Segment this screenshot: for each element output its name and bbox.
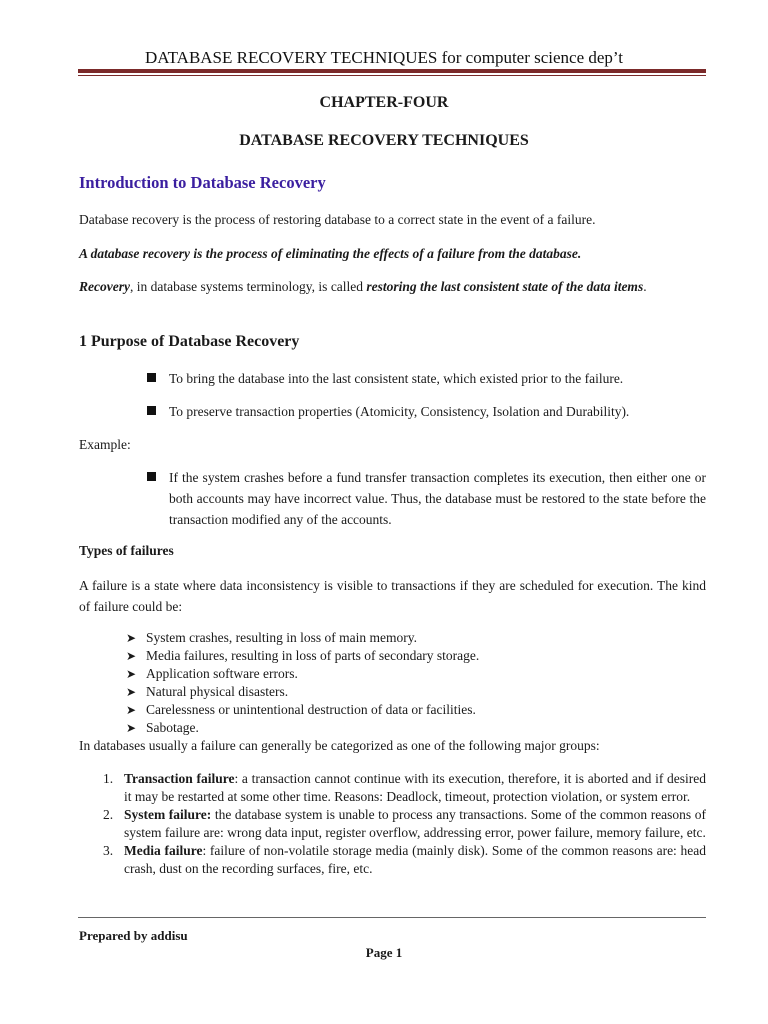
example-label: Example:	[79, 437, 131, 452]
prepared-by: Prepared by addisu	[79, 928, 188, 943]
chapter-title: DATABASE RECOVERY TECHNIQUES	[239, 132, 529, 149]
list-number: 2.	[103, 807, 114, 822]
group-term: Media failure	[124, 843, 203, 858]
types-intro: A failure is a state where data inconsistency is visible to transactions if they are scheduled for execution. The kind of failure could be:	[79, 578, 706, 614]
list-item-text: Media failures, resulting in loss of parts of secondary storage.	[146, 648, 480, 663]
recovery-definition: restoring the last consistent state of the data items	[366, 279, 644, 294]
square-bullet-icon	[147, 472, 156, 481]
failure-groups-list	[103, 770, 706, 878]
group-text: : a transaction cannot continue with its execution, therefore, it is aborted and if desired it may be restarted at some other time. Reasons: Deadlock, timeout, protection violation, or system error.	[124, 771, 706, 804]
list-item	[126, 647, 706, 665]
list-item	[126, 629, 706, 647]
running-header: DATABASE RECOVERY TECHNIQUES for computer science dep’t	[144, 48, 624, 67]
intro-paragraph-2-text: A database recovery is the process of eliminating the effects of a failure from the database.	[79, 246, 582, 261]
footer-rule	[78, 917, 706, 918]
purpose-bullet	[147, 368, 706, 389]
purpose-heading: 1 Purpose of Database Recovery	[79, 333, 300, 350]
list-item-text: Natural physical disasters.	[146, 684, 289, 699]
recovery-end-text: .	[643, 279, 647, 294]
group-text: the database system is unable to process any transactions. Some of the common reasons of system failure are: wrong data input, register overflow, addressing error, power failure, memory failure, etc.	[124, 807, 706, 840]
list-item	[126, 701, 706, 719]
list-item	[103, 842, 706, 878]
intro-paragraph-3	[79, 276, 706, 297]
list-item	[126, 719, 706, 737]
intro-heading: Introduction to Database Recovery	[79, 173, 326, 192]
groups-intro: In databases usually a failure can generally be categorized as one of the following major groups:	[79, 738, 600, 753]
failure-kinds-list	[126, 629, 706, 737]
intro-paragraph-1: Database recovery is the process of restoring database to a correct state in the event of a failure.	[79, 212, 596, 227]
header-rule-thick	[78, 69, 706, 73]
list-item	[103, 770, 706, 806]
list-item	[126, 665, 706, 683]
list-item-text: Application software errors.	[146, 666, 298, 681]
arrow-bullet-icon: ➤	[126, 631, 137, 645]
recovery-term: Recovery	[79, 279, 130, 294]
square-bullet-icon	[147, 373, 156, 382]
header-rule-thin	[78, 75, 706, 76]
arrow-bullet-icon: ➤	[126, 667, 137, 681]
list-item-text: System crashes, resulting in loss of main memory.	[146, 630, 417, 645]
arrow-bullet-icon: ➤	[126, 721, 137, 735]
group-text: : failure of non-volatile storage media (mainly disk). Some of the common reasons are: head crash, dust on the recording surfaces, fire, etc.	[124, 843, 706, 876]
arrow-bullet-icon: ➤	[126, 685, 137, 699]
types-heading: Types of failures	[79, 543, 174, 558]
list-item	[126, 683, 706, 701]
arrow-bullet-icon: ➤	[126, 649, 137, 663]
intro-paragraph-2	[79, 243, 706, 264]
list-item-text: Carelessness or unintentional destruction of data or facilities.	[146, 702, 476, 717]
square-bullet-icon	[147, 406, 156, 415]
example-bullet-text: If the system crashes before a fund transfer transaction completes its execution, then either one or both accounts may have incorrect value. Thus, the database must be restored to the state before the transaction modified any of the accounts.	[169, 470, 706, 527]
purpose-bullet	[147, 401, 706, 422]
list-item	[103, 806, 706, 842]
list-number: 1.	[103, 771, 114, 786]
example-bullet	[147, 467, 706, 530]
group-term: Transaction failure	[124, 771, 235, 786]
list-number: 3.	[103, 843, 114, 858]
purpose-bullet-text: To preserve transaction properties (Atomicity, Consistency, Isolation and Durability).	[169, 404, 630, 419]
chapter-label: CHAPTER-FOUR	[319, 94, 449, 111]
arrow-bullet-icon: ➤	[126, 703, 137, 717]
group-term: System failure:	[124, 807, 212, 822]
recovery-mid-text: , in database systems terminology, is called	[129, 279, 367, 294]
purpose-bullet-text: To bring the database into the last consistent state, which existed prior to the failure.	[169, 371, 624, 386]
page-number: Page 1	[365, 945, 403, 960]
list-item-text: Sabotage.	[146, 720, 199, 735]
